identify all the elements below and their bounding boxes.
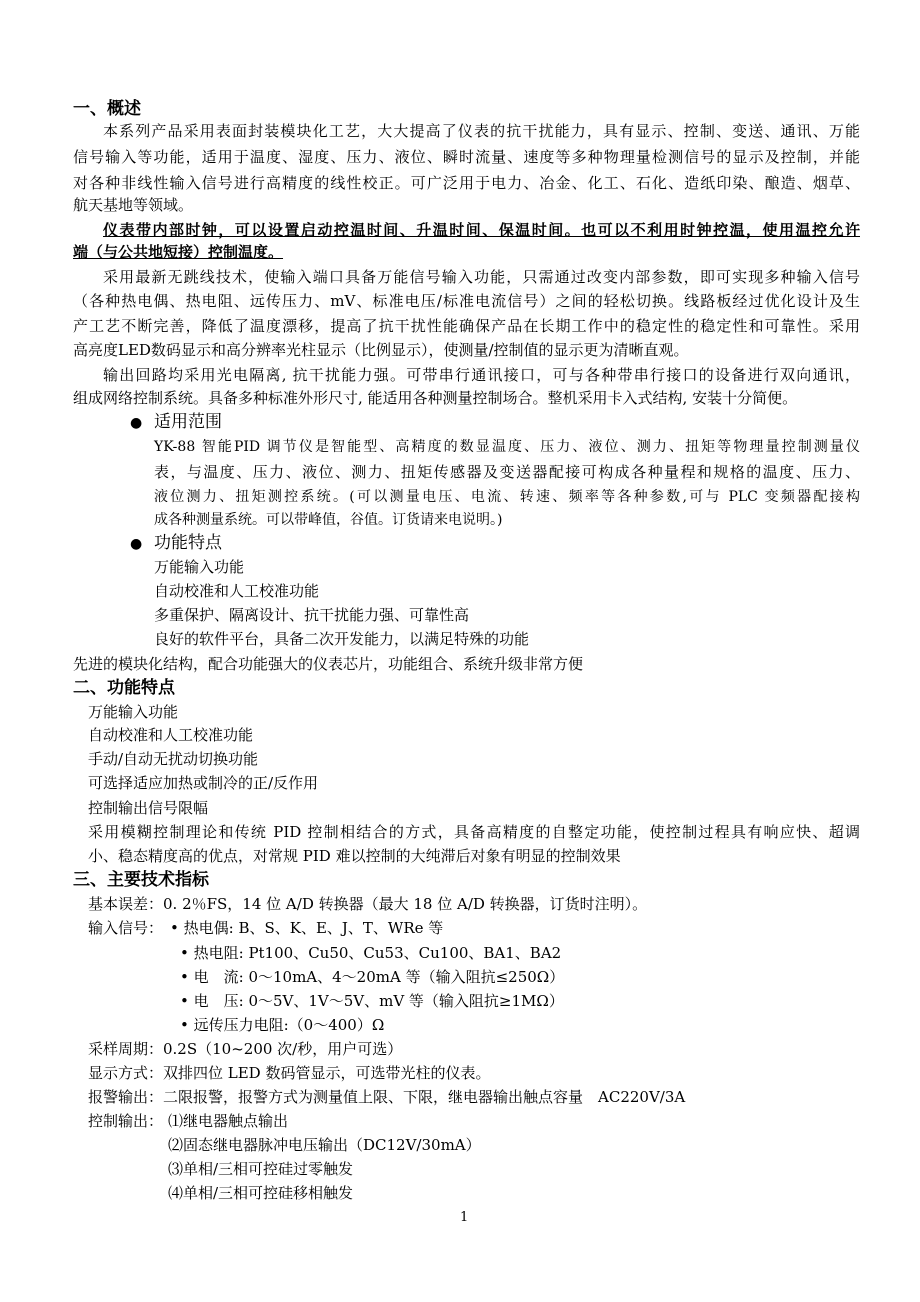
input-item: • 热电阻: Pt100、Cu50、Cu53、Cu100、BA1、BA2 [180,944,562,962]
para-1-line-4: 航天基地等领域。 [73,196,194,214]
sec2-item: 控制输出信号限幅 [88,799,209,817]
sec2-item: 自动校准和人工校准功能 [88,726,254,744]
control-item: ⑷单相/三相可控硅移相触发 [168,1184,354,1202]
para-3-line-3: 产工艺不断完善，降低了温度漂移，提高了抗干扰性能确保产品在长期工作中的稳定性的稳定性和可靠性。采用 [73,317,860,335]
basic-error: 基本误差：0. 2％FS，14 位 A/D 转换器（最大 18 位 A/D 转换器，订货时注明）。 [88,895,648,913]
para-3-line-4: 高亮度LED数码显示和高分辨率光柱显示（比例显示），使测量/控制值的显示更为清晰直观。 [73,341,689,359]
para-1-line-1: 本系列产品采用表面封装模块化工艺，大大提高了仪表的抗干扰能力，具有显示、控制、变送、通讯、万能 [103,122,860,140]
control-label: 控制输出： [88,1112,164,1130]
scope-line-4: 成各种测量系统。可以带峰值，谷值。订货请来电说明。) [154,512,503,528]
para-1-line-3: 对各种非线性输入信号进行高精度的线性校正。可广泛用于电力、冶金、化工、石化、造纸印染、酿造、烟草、 [73,174,860,192]
sampling-period: 采样周期：0.2S（10~200 次/秒，用户可选） [88,1040,403,1058]
alarm-output: 报警输出：二限报警，报警方式为测量值上限、下限，继电器输出触点容量 AC220V/3A [88,1088,686,1106]
para-1-line-2: 信号输入等功能，适用于温度、湿度、压力、液位、瞬时流量、速度等多种物理量检测信号的显示及控制，并能 [73,148,860,166]
scope-title: 适用范围 [154,412,222,432]
sec2-item: 万能输入功能 [88,703,179,721]
sec2-para-line-2: 小、稳态精度高的优点，对常规 PID 难以控制的大纯滞后对象有明显的控制效果 [88,847,621,865]
feature-item: 自动校准和人工校准功能 [154,582,320,600]
para-4-line-1: 输出回路均采用光电隔离, 抗干扰能力强。可带串行通讯接口，可与各种带串行接口的设备进行双向通讯， [103,366,860,384]
feature-item: 万能输入功能 [154,558,245,576]
section-2-heading: 二、功能特点 [73,678,175,698]
input-label: 输入信号： [88,919,164,937]
bullet-icon: ● [130,415,143,431]
para-4-line-2: 组成网络控制系统。具备多种标准外形尺寸, 能适用各种测量控制场合。整机采用卡入式结构, 安装十分简便。 [73,389,798,407]
sec2-item: 可选择适应加热或制冷的正/反作用 [88,774,319,792]
section-3-heading: 三、主要技术指标 [73,870,209,890]
page-number: 1 [460,1210,469,1225]
para-3-line-2: （各种热电偶、热电阻、远传压力、mV、标准电压/标准电流信号）之间的轻松切换。线路板经过优化设计及生 [73,292,860,310]
section-1-heading: 一、概述 [73,99,141,119]
features-tail: 先进的模块化结构，配合功能强大的仪表芯片，功能组合、系统升级非常方便 [73,655,584,673]
para-3-line-1: 采用最新无跳线技术，使输入端口具备万能信号输入功能，只需通过改变内部参数，即可实现多种输入信号 [103,268,860,286]
para-2-line-1: 仪表带内部时钟，可以设置启动控温时间、升温时间、保温时间。也可以不利用时钟控温，使用温控允许 [103,221,860,239]
control-item: ⑴继电器触点输出 [168,1112,289,1130]
feature-item: 多重保护、隔离设计、抗干扰能力强、可靠性高 [154,606,470,624]
features-title: 功能特点 [154,533,222,553]
sec2-item: 手动/自动无扰动切换功能 [88,750,259,768]
input-item: • 热电偶: B、S、K、E、J、T、WRe 等 [170,919,444,937]
control-item: ⑵固态继电器脉冲电压输出（DC12V/30mA） [168,1136,481,1154]
bullet-icon: ● [130,536,143,552]
scope-line-3: 液位测力、扭矩测控系统。(可以测量电压、电流、转速、频率等各种参数,可与 PLC 变频器配接构 [154,489,860,505]
scope-line-2: 表，与温度、压力、液位、测力、扭矩传感器及变送器配接可构成各种量程和规格的温度、压力、 [154,463,860,481]
control-item: ⑶单相/三相可控硅过零触发 [168,1160,354,1178]
input-item: • 电 流: 0～10mA、4～20mA 等（输入阻抗≤250Ω） [180,968,565,986]
scope-line-1: YK-88 智能PID 调节仪是智能型、高精度的数显温度、压力、液位、测力、扭矩等物理量控制测量仪 [154,439,860,455]
para-2-line-2: 端（与公共地短接）控制温度。 [73,243,284,261]
input-item: • 电 压: 0～5V、1V～5V、mV 等（输入阻抗≥1MΩ） [180,992,564,1010]
sec2-para-line-1: 采用模糊控制理论和传统 PID 控制相结合的方式，具备高精度的自整定功能，使控制过程具有响应快、超调 [88,823,860,841]
display-mode: 显示方式：双排四位 LED 数码管显示，可选带光柱的仪表。 [88,1064,491,1082]
feature-item: 良好的软件平台，具备二次开发能力，以满足特殊的功能 [154,630,530,648]
input-item: • 远传压力电阻:（0～400）Ω [180,1016,385,1034]
